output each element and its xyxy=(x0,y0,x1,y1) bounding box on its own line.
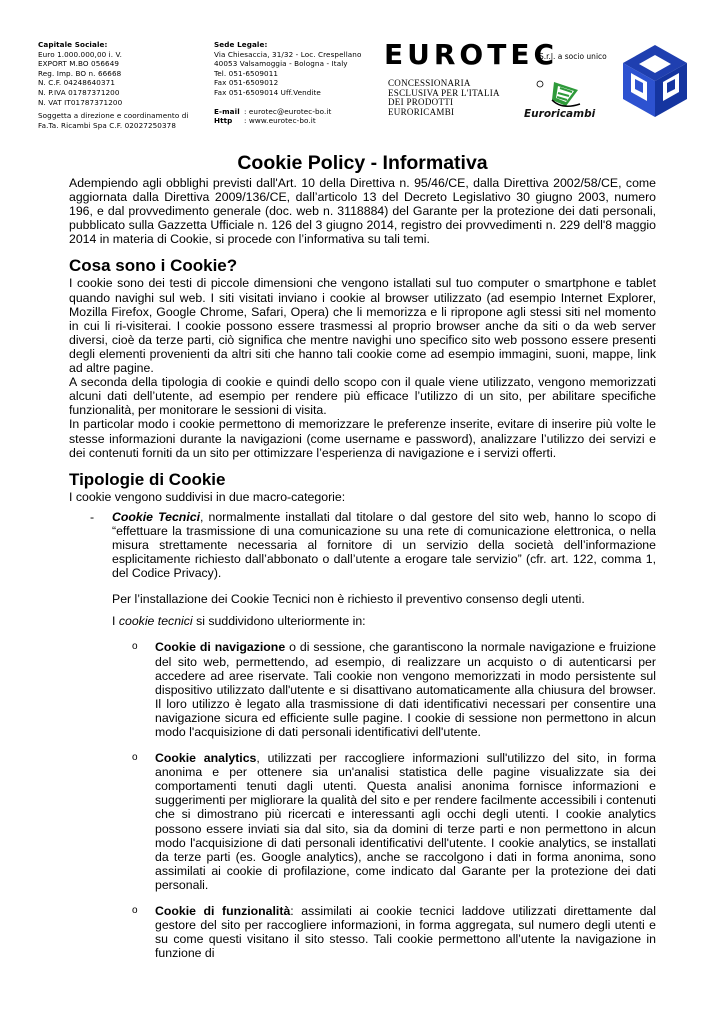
subdivision-pre: I xyxy=(112,614,119,629)
concessionaria-line: ESCLUSIVA PER L'ITALIA xyxy=(388,87,500,98)
company-line: EXPORT M.BO 056649 xyxy=(38,59,120,69)
functionality-cookie-label: Cookie di funzionalità xyxy=(155,904,291,919)
list-item-functionality xyxy=(69,904,656,960)
analytics-cookie-label: Cookie analytics xyxy=(155,751,257,766)
eurotec-logo: EUROTEC xyxy=(384,38,559,71)
capital-title: Capitale Sociale: xyxy=(38,40,108,49)
company-line: N. P.IVA 01787371200 xyxy=(38,87,120,97)
email-value[interactable]: : eurotec@eurotec-bo.it xyxy=(244,106,332,116)
circle-bullet: o xyxy=(132,641,138,653)
paragraph: In particolar modo i cookie permettono di memorizzare le preferenze inserite, evitare di inserire più volte le stesse informazioni durante la navigazioni (come username e password), analizzare l’utilizzo dei servizi e dei contenuti forniti da un sito per ottimizzare l’esperienza di navigazione e i servizi offerti. xyxy=(69,417,656,460)
concessionaria-line: EURORICAMBI xyxy=(388,106,455,117)
document-body xyxy=(69,148,656,960)
technical-subdivision-note xyxy=(69,614,656,628)
http-line[interactable] xyxy=(214,116,384,126)
eurotec-subtitle: S.r.l. a socio unico xyxy=(539,52,607,61)
office-line: Fax 051-6509014 Uff.Vendite xyxy=(214,87,321,97)
paragraph: I cookie vengono suddivisi in due macro-categorie: xyxy=(69,489,346,504)
subdivision-post: si suddividono ulteriormente in: xyxy=(192,614,366,629)
email-label: E-mail xyxy=(214,106,240,116)
analytics-cookie-text: , utilizzati per raccogliere informazioni sull'utilizzo del sito, in forma anonima e per ottenere sia un'analisi statistica delle pagine visualizzate sia dei comportamenti tenuti dagli utenti. Questa analisi anonima fornisce informazioni e suggerimenti per migliorare la qualità del sito e per rendere facilmente accessibili i contenuti che si dimostrano più ricercati e interessanti agli occhi degli utenti. I cookie analytics possono essere inviati sia dal sito, sia da domini di terze parti e non permettono in alcun modo l'acquisizione di dati personali identificativi dell'utente. I cookie analytics, se installati da terze parti (es. Google analytics), anche se raccolgono i dati in forma anonima, sono assimilati ai cookie di profilazione, come indicato dal Garante per la protezione dei dati personali. xyxy=(155,751,656,892)
office-line: Via Chiesaccia, 31/32 - Loc. Crespellano xyxy=(214,49,362,59)
office-line: Tel. 051-6509011 xyxy=(214,68,279,78)
concessionaria-line: CONCESSIONARIA xyxy=(388,78,471,88)
intro-paragraph: Adempiendo agli obblighi previsti dall'Art. 10 della Direttiva n. 95/46/CE, dalla Direttiva 2002/58/CE, come aggiornata dalla Direttiva 2009/136/CE, dall’articolo 13 del Decreto Legislativo 30 giugno 2003, numero 196, e dal provvedimento generale (doc. web n. 3118884) del Garante per la protezione dei dati personali, pubblicato sulla Gazzetta Ufficiale n. 126 del 3 giugno 2014, registro dei provvedimenti n. 229 dell'8 maggio 2014 in materia di Cookie, si procede con l’informativa su tali temi. xyxy=(69,176,656,247)
office-line: Fax 051-6509012 xyxy=(214,78,279,88)
technical-cookie-text: , normalmente installati dal titolare o dal gestore del sito web, hanno lo scopo di “effettuare la trasmissione di una comunicazione su una rete di comunicazione elettronica, o nella misura strettamente necessaria al fornitore di un servizio della società dell’informazione esplicitamente richiesto dall’abbonato o dall’utente a erogare tale servizio” (cfr. art. 122, comma 1, del Codice Privacy). xyxy=(112,509,656,581)
list-item-technical xyxy=(69,510,656,580)
dash-bullet: - xyxy=(90,509,95,524)
list-item-navigation xyxy=(69,640,656,739)
circle-bullet: o xyxy=(132,905,138,917)
direction-note: Fa.Ta. Ricambi Spa C.F. 02027250378 xyxy=(38,120,176,130)
technical-cookie-label: Cookie Tecnici xyxy=(112,509,200,524)
concessionaria-line: DEI PRODOTTI xyxy=(388,97,454,108)
email-line[interactable] xyxy=(214,107,384,117)
registered-office xyxy=(214,40,384,126)
navigation-cookie-label: Cookie di navigazione xyxy=(155,640,286,655)
company-line: N. C.F. 04248640371 xyxy=(38,78,115,88)
company-line: Reg. Imp. BO n. 66668 xyxy=(38,68,122,78)
paragraph: I cookie sono dei testi di piccole dimensioni che vengono istallati sul tuo computer o smartphone e tablet quando navighi sul web. I siti visitati inviano i cookie al browser utilizzato (ad esempio Internet Explorer, Mozilla Firefox, Google Chrome, Safari, Opera) che li memorizza e li ripropone agli stessi siti nel momento in cui li ri-visiterai. I cookie possono essere trasmessi al proprio browser anche da siti o da web server diversi, cioè da terze parti, ciò significa che mentre navighi uno specifico sito web possono essere presenti degli elementi provenienti da altri siti che hanno tali cookie come ad esempio immagini, suoni, mappe, link ad altre pagine. xyxy=(69,276,656,376)
company-line: N. VAT IT01787371200 xyxy=(38,97,123,107)
euroricambi-brand: Euroricambi xyxy=(524,108,596,120)
paragraph: A seconda della tipologia di cookie e quindi dello scopo con il quale viene utilizzato, vengono memorizzati alcuni dati dell’utente, ad esempio per rendere più efficace l’utilizzo di un sito, per abilitare specifiche funzionalità, per monitorare le sessioni di visita. xyxy=(69,375,656,418)
functionality-cookie-text: : assimilati ai cookie tecnici laddove utilizzati direttamente dal gestore del sito per raccogliere informazioni, in forma aggregata, sul numero degli utenti e su come questi visitano il sito stesso. Tali cookie permettono all’utente la navigazione in funzione di xyxy=(155,904,657,961)
company-info xyxy=(38,40,203,130)
subdivision-emphasis: cookie tecnici xyxy=(118,614,193,629)
section-heading: Tipologie di Cookie xyxy=(69,469,226,489)
http-label: Http xyxy=(214,116,233,126)
direction-note: Soggetta a direzione e coordinamento di xyxy=(38,111,189,121)
technical-consent-note: Per l’installazione dei Cookie Tecnici non è richiesto il preventivo consenso degli utenti. xyxy=(112,592,585,607)
company-line: Euro 1.000.000,00 i. V. xyxy=(38,49,123,59)
office-title: Sede Legale: xyxy=(214,40,268,49)
list-item-analytics xyxy=(69,751,656,892)
http-value[interactable]: : www.eurotec-bo.it xyxy=(244,116,316,126)
navigation-cookie-text: o di sessione, che garantiscono la normale navigazione e fruizione del sito web, permettendo, ad esempio, di realizzare un acquisto o di autenticarsi per accedere ad aree riservate. Tali cookie non vengono memorizzati in modo persistente sul dispositivo utilizzato dall'utente e si disattivano automaticamente alla chiusura del browser. Il loro utilizzo è legato alla trasmissione di dati identificativi necessari per consentire una navigazione sicura ed efficiente sulle pagine. I cookie di sessione non permettono in alcun modo l'acquisizione di dati personali identificativi dell'utente. xyxy=(155,640,656,739)
section-heading: Cosa sono i Cookie? xyxy=(69,256,238,276)
company-cube-logo-icon xyxy=(621,43,689,119)
circle-bullet: o xyxy=(132,752,138,764)
concessionaria-text xyxy=(388,79,500,117)
document-title: Cookie Policy - Informativa xyxy=(237,152,488,174)
office-line: 40053 Valsamoggia - Bologna - Italy xyxy=(214,59,348,69)
